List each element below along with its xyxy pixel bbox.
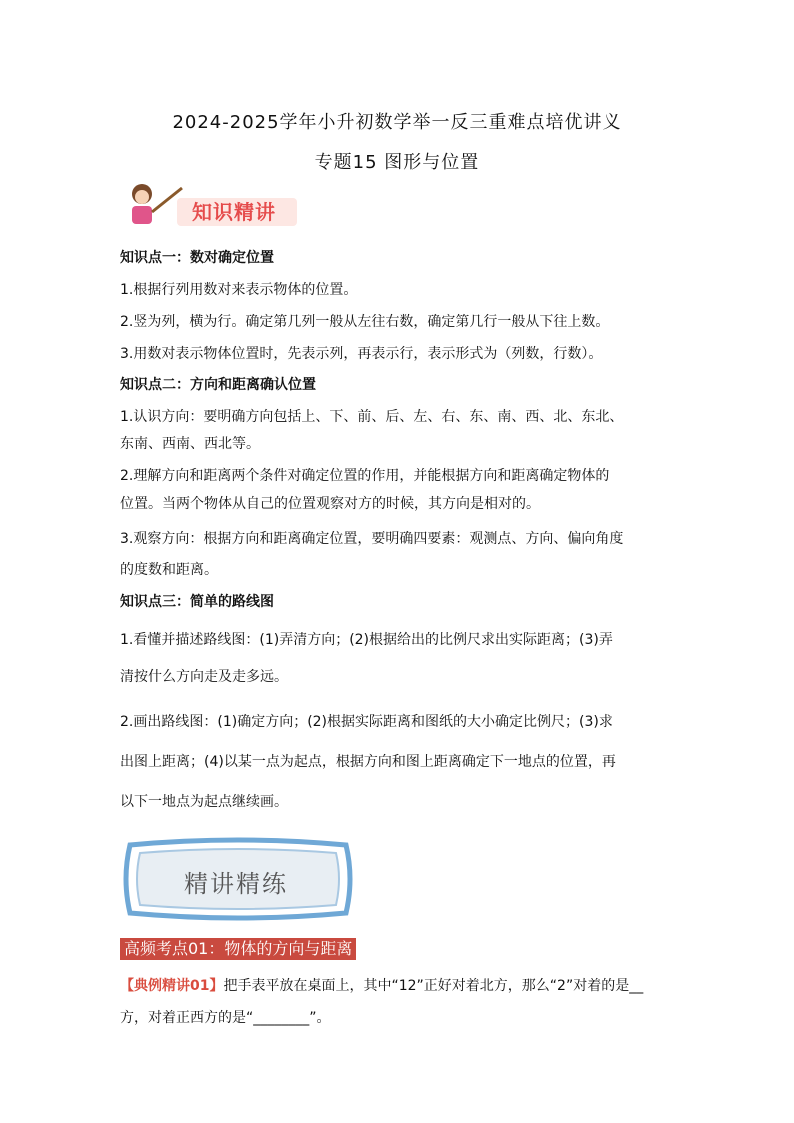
document-title: 2024-2025学年小升初数学举一反三重难点培优讲义 xyxy=(172,112,622,133)
example-text: 方，对着正西方的是“________”。 xyxy=(120,1010,331,1026)
knowledge-text: 2.竖为列，横为行。确定第几列一般从左往右数，确定第几行一般从下往上数。 xyxy=(120,314,610,330)
knowledge-text: 3.观察方向：根据方向和距离确定位置，要明确四要素：观测点、方向、偏向角度 xyxy=(120,531,624,547)
knowledge-text: 出图上距离；(4)以某一点为起点，根据方向和图上距离确定下一地点的位置，再 xyxy=(120,754,616,770)
banner-practice-title: 精讲精练 xyxy=(184,870,288,898)
example-label: 【典例精讲01】 xyxy=(120,978,224,994)
knowledge-point-1-heading: 知识点一：数对确定位置 xyxy=(120,250,274,266)
section-tag: 高频考点01：物体的方向与距离 xyxy=(120,938,356,960)
knowledge-text: 清按什么方向走及走多远。 xyxy=(120,669,288,685)
knowledge-text: 2.理解方向和距离两个条件对确定位置的作用，并能根据方向和距离确定物体的 xyxy=(120,468,610,484)
knowledge-text: 以下一地点为起点继续画。 xyxy=(120,794,288,810)
example-text: 把手表平放在桌面上，其中“12”正好对着北方，那么“2”对着的是__ xyxy=(223,978,644,994)
knowledge-text: 1.认识方向：要明确方向包括上、下、前、后、左、右、东、南、西、北、东北、 xyxy=(120,409,624,425)
example-line-1 xyxy=(120,976,680,996)
banner-knowledge-title: 知识精讲 xyxy=(192,200,276,224)
knowledge-text: 位置。当两个物体从自己的位置观察对方的时候，其方向是相对的。 xyxy=(120,496,540,512)
knowledge-text: 的度数和距离。 xyxy=(120,562,218,578)
document-subtitle: 专题15 图形与位置 xyxy=(314,152,480,173)
knowledge-text: 1.看懂并描述路线图：(1)弄清方向；(2)根据给出的比例尺求出实际距离；(3)弄 xyxy=(120,632,613,648)
knowledge-point-3-heading: 知识点三：简单的路线图 xyxy=(120,594,274,610)
knowledge-text: 3.用数对表示物体位置时，先表示列，再表示行，表示形式为（列数，行数）。 xyxy=(120,346,603,362)
knowledge-point-2-heading: 知识点二：方向和距离确认位置 xyxy=(120,377,316,393)
knowledge-text: 1.根据行列用数对来表示物体的位置。 xyxy=(120,282,358,298)
knowledge-text: 东南、西南、西北等。 xyxy=(120,436,260,452)
knowledge-text: 2.画出路线图：(1)确定方向；(2)根据实际距离和图纸的大小确定比例尺；(3)求 xyxy=(120,714,613,730)
